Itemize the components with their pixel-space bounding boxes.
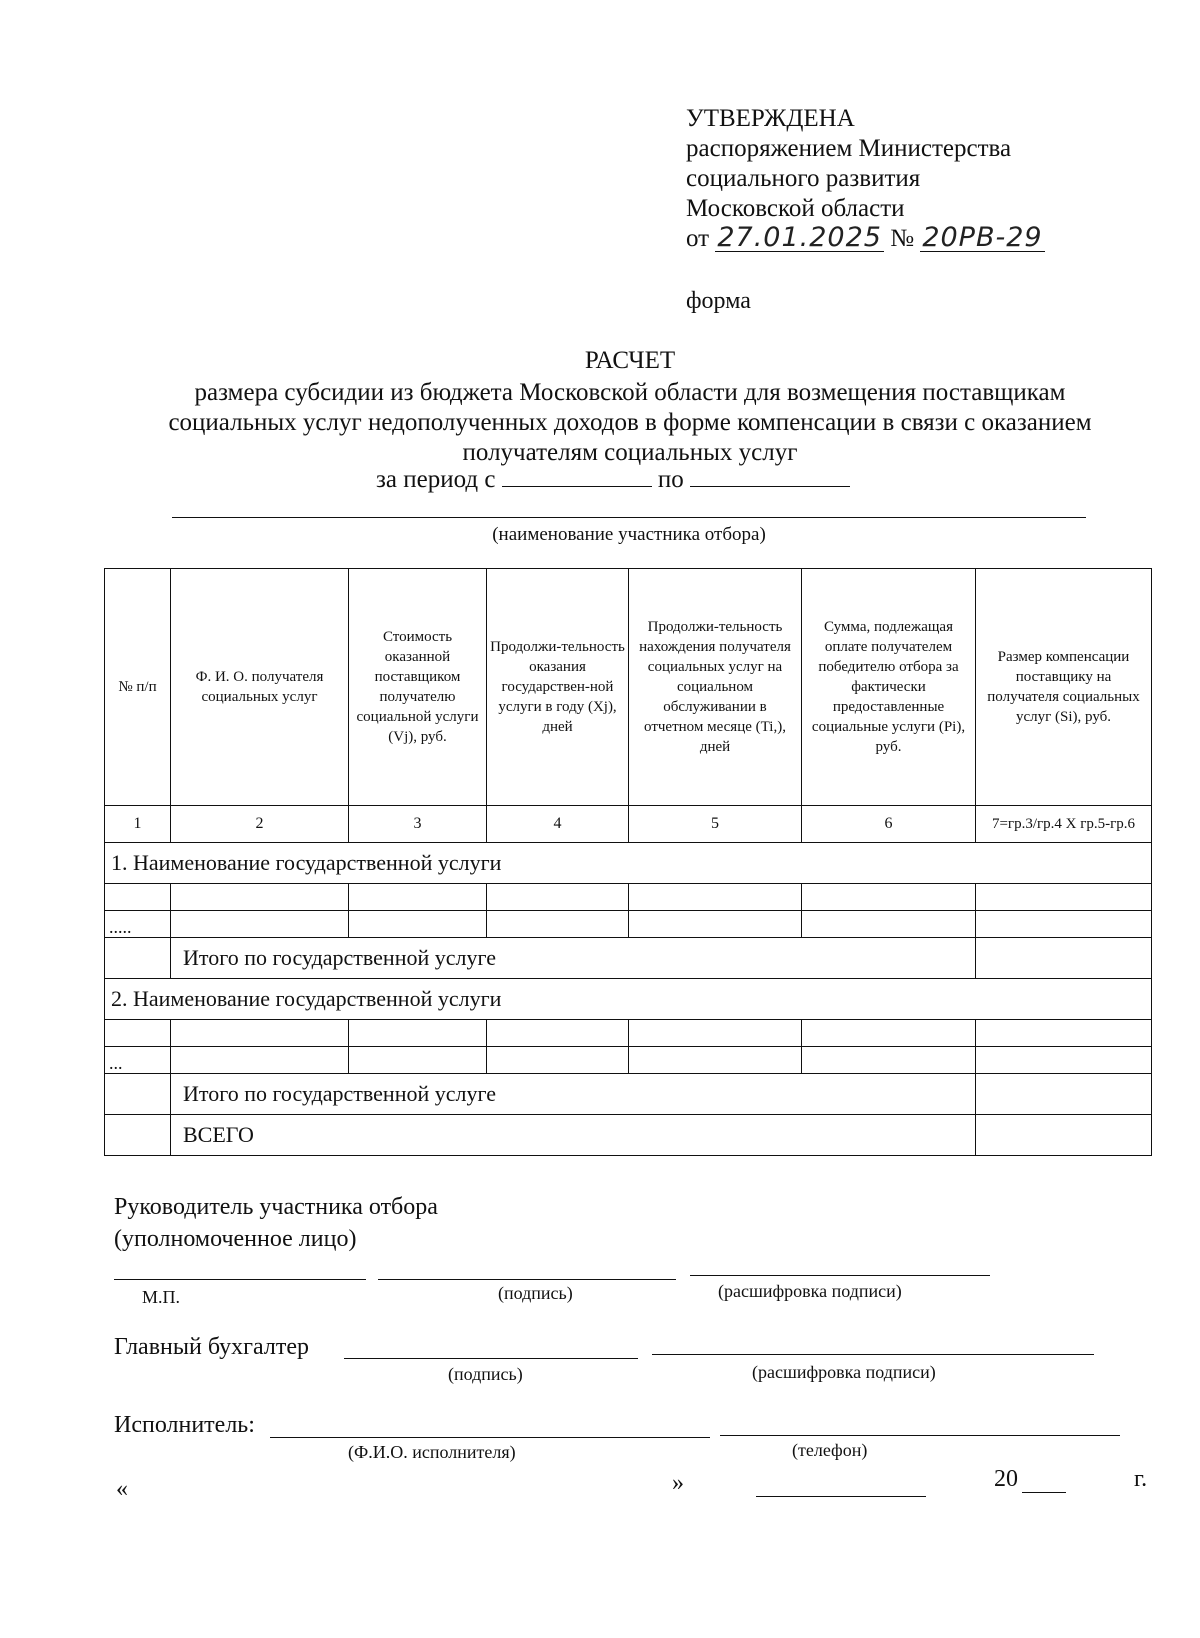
ellipsis-cell: ... <box>105 1047 171 1074</box>
header-cell: № п/п <box>105 569 171 806</box>
period-line <box>376 466 850 494</box>
table-cell <box>487 1047 629 1074</box>
header-cell: Продолжи-тельность нахождения получателя социальных услуг на социальном обслуживании в отчетном месяце (Ti,), дней <box>629 569 802 806</box>
table-cell <box>802 1047 976 1074</box>
table-row <box>105 911 1152 938</box>
period-prefix: за период с <box>376 466 496 493</box>
table-cell <box>105 1115 171 1156</box>
table-cell <box>629 1047 802 1074</box>
date-prefix: от <box>686 225 710 252</box>
accountant-label: Главный бухгалтер <box>114 1334 309 1360</box>
table-cell <box>976 1115 1152 1156</box>
period-middle: по <box>657 466 684 493</box>
accountant-decode-line <box>652 1354 1094 1355</box>
table-cell <box>105 884 171 911</box>
table-cell <box>629 884 802 911</box>
header-cell: Сумма, подлежащая оплате получателем победителю отбора за фактически предоставленные социальные услуги (Pi), руб. <box>802 569 976 806</box>
table-cell <box>105 1020 171 1047</box>
phone-caption: (телефон) <box>792 1440 868 1460</box>
participant-caption: (наименование участника отбора) <box>492 524 766 545</box>
table-cell <box>629 1020 802 1047</box>
table-cell <box>105 1074 171 1115</box>
phone-line <box>720 1435 1120 1436</box>
header-cell: Размер компенсации поставщику на получателя социальных услуг (Si), руб. <box>976 569 1152 806</box>
section-row <box>105 843 1152 884</box>
head-label-sub: (уполномоченное лицо) <box>114 1226 357 1252</box>
handwritten-date: 27.01.2025 <box>717 222 882 253</box>
period-from-blank <box>502 486 652 487</box>
subtotal-label: Итого по государственной услуге <box>171 938 976 979</box>
form-label: форма <box>686 288 751 314</box>
header-cell: Ф. И. О. получателя социальных услуг <box>171 569 349 806</box>
quote-open: « <box>116 1476 128 1502</box>
table-cell <box>349 1020 487 1047</box>
period-to-blank <box>690 486 850 487</box>
title-line: социальных услуг недополученных доходов в форме компенсации в связи с оказанием <box>168 409 1092 436</box>
approval-line: Московской области <box>686 195 905 222</box>
section-title: 2. Наименование государственной услуги <box>105 979 1152 1020</box>
year-line <box>1022 1492 1066 1493</box>
approval-line: социального развития <box>686 165 921 192</box>
approval-line: распоряжением Министерства <box>686 135 1012 162</box>
table-cell <box>976 938 1152 979</box>
approval-heading: УТВЕРЖДЕНА <box>686 105 855 132</box>
year-suffix: г. <box>1134 1466 1148 1492</box>
column-number: 1 <box>105 806 171 843</box>
table-cell <box>349 911 487 938</box>
year-prefix: 20 <box>994 1466 1018 1492</box>
decode-line <box>690 1275 990 1276</box>
table-cell <box>802 1020 976 1047</box>
stamp-caption: М.П. <box>142 1287 181 1307</box>
table-cell <box>171 911 349 938</box>
table-row <box>105 1047 1152 1074</box>
total-label: ВСЕГО <box>171 1115 976 1156</box>
table-cell <box>976 1074 1152 1115</box>
section-row <box>105 979 1152 1020</box>
number-sign: № <box>890 225 915 252</box>
quote-close: » <box>672 1470 684 1496</box>
column-number: 2 <box>171 806 349 843</box>
table-cell <box>802 884 976 911</box>
header-cell: Продолжи-тельность оказания государствен-ной услуги в году (Xj), дней <box>487 569 629 806</box>
signature-line <box>378 1279 676 1280</box>
table-cell <box>349 884 487 911</box>
column-number: 7=гр.3/гр.4 X гр.5-гр.6 <box>976 806 1152 843</box>
approval-date-line <box>686 224 1045 254</box>
table-cell <box>171 884 349 911</box>
approval-block <box>686 104 1045 254</box>
ellipsis-cell: ..... <box>105 911 171 938</box>
accountant-signature-line <box>344 1358 638 1359</box>
month-line <box>756 1496 926 1497</box>
subtotal-row <box>105 1074 1152 1115</box>
table-cell <box>105 938 171 979</box>
participant-name-line <box>172 517 1086 518</box>
subtotal-row <box>105 938 1152 979</box>
title-line: размера субсидии из бюджета Московской области для возмещения поставщикам <box>194 379 1066 406</box>
table-cell <box>976 1047 1152 1074</box>
accountant-decode-caption: (расшифровка подписи) <box>752 1362 936 1382</box>
subtotal-label: Итого по государственной услуге <box>171 1074 976 1115</box>
stamp-line <box>114 1279 366 1280</box>
header-cell: Стоимость оказанной поставщиком получателю социальной услуги (Vj), руб. <box>349 569 487 806</box>
table-cell <box>976 884 1152 911</box>
signature-caption: (подпись) <box>498 1283 573 1303</box>
table-cell <box>976 911 1152 938</box>
table-cell <box>487 1020 629 1047</box>
executor-name-line <box>270 1437 710 1438</box>
table-cell <box>802 911 976 938</box>
decode-caption: (расшифровка подписи) <box>718 1281 902 1301</box>
table-row <box>105 884 1152 911</box>
title-line: получателям социальных услуг <box>462 439 798 466</box>
table-cell <box>171 1020 349 1047</box>
table-row <box>105 1020 1152 1047</box>
calculation-table <box>104 568 1152 1156</box>
section-title: 1. Наименование государственной услуги <box>105 843 1152 884</box>
title-main: РАСЧЕТ <box>584 347 676 374</box>
table-cell <box>976 1020 1152 1047</box>
table-cell <box>349 1047 487 1074</box>
column-number: 3 <box>349 806 487 843</box>
accountant-signature-caption: (подпись) <box>448 1364 523 1384</box>
head-label: Руководитель участника отбора <box>114 1194 438 1220</box>
executor-name-caption: (Ф.И.О. исполнителя) <box>348 1442 516 1462</box>
column-number: 5 <box>629 806 802 843</box>
table-cell <box>171 1047 349 1074</box>
table-cell <box>487 884 629 911</box>
handwritten-number: 20РВ-29 <box>922 222 1043 253</box>
table-cell <box>629 911 802 938</box>
total-row <box>105 1115 1152 1156</box>
column-number: 6 <box>802 806 976 843</box>
column-number: 4 <box>487 806 629 843</box>
executor-label: Исполнитель: <box>114 1412 255 1438</box>
table-header-row <box>105 569 1152 806</box>
column-number-row <box>105 806 1152 843</box>
table-cell <box>487 911 629 938</box>
